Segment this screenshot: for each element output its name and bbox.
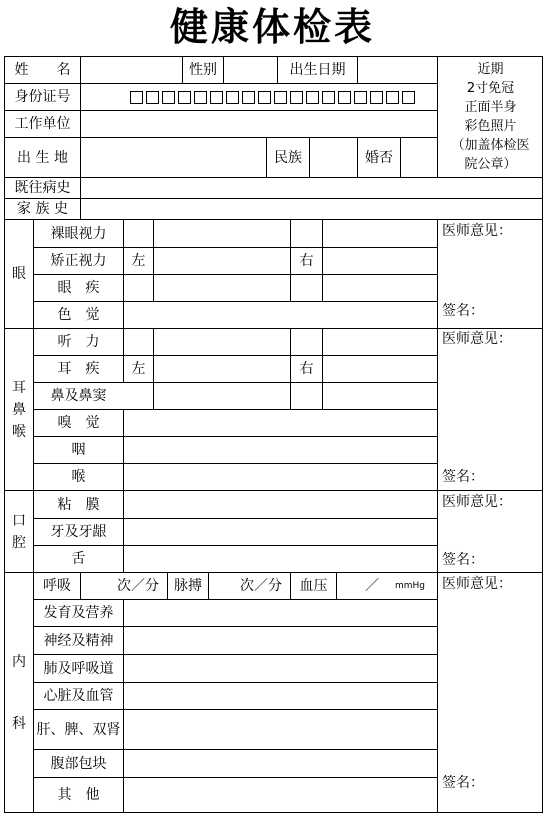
name-label: 姓 名 xyxy=(14,62,71,78)
exam-item-label: 色 觉 xyxy=(57,307,100,323)
breath-unit: 次／分 xyxy=(117,578,159,594)
signature-label: 签名： xyxy=(442,775,484,791)
pulse-unit: 次／分 xyxy=(240,578,282,594)
photo-line: （加盖体检医 xyxy=(451,138,530,153)
section-char: 鼻 xyxy=(12,401,26,418)
work-unit-field[interactable] xyxy=(81,111,437,137)
id-digit-box[interactable] xyxy=(338,91,351,104)
doctor-opinion-label: 医师意见： xyxy=(442,223,512,239)
photo-line: 近期 xyxy=(477,62,504,77)
page-title: 健康体检表 xyxy=(169,5,375,49)
photo-line: 2寸免冠 xyxy=(466,81,515,96)
photo-line: 彩色照片 xyxy=(464,119,517,134)
blood-pressure-separator: ／ xyxy=(365,578,379,594)
signature-label: 签名： xyxy=(442,552,484,568)
id-digit-box[interactable] xyxy=(242,91,255,104)
id-digit-box[interactable] xyxy=(226,91,239,104)
medical-history-field[interactable] xyxy=(81,178,542,198)
right-side-label: 右 xyxy=(299,252,314,269)
exam-item-label: 其 他 xyxy=(57,787,100,803)
exam-item-label: 腹部包块 xyxy=(50,755,107,772)
exam-item-label: 发育及营养 xyxy=(43,605,114,621)
doctor-opinion-label: 医师意见： xyxy=(442,494,512,510)
blood-pressure-label: 血压 xyxy=(299,578,328,594)
id-digit-box[interactable] xyxy=(370,91,383,104)
left-side-label: 左 xyxy=(131,361,146,377)
section-internal-label xyxy=(5,573,33,812)
work-unit-label: 工作单位 xyxy=(14,116,71,132)
left-side-label: 左 xyxy=(131,252,146,269)
id-digit-box[interactable] xyxy=(146,91,159,104)
name-field[interactable] xyxy=(81,57,182,83)
breath-label: 呼吸 xyxy=(43,578,71,594)
birth-date-label: 出生日期 xyxy=(289,62,346,78)
id-digit-box[interactable] xyxy=(306,91,319,104)
id-digit-box[interactable] xyxy=(162,91,175,104)
exam-item-label: 听 力 xyxy=(57,334,100,350)
doctor-opinion-label: 医师意见： xyxy=(442,576,512,592)
id-digit-box[interactable] xyxy=(386,91,399,104)
exam-item-label: 牙及牙龈 xyxy=(50,524,107,540)
section-char: 内 xyxy=(12,653,26,670)
id-number-label: 身份证号 xyxy=(14,89,71,105)
family-history-label: 家 族 史 xyxy=(17,201,68,217)
section-char: 口 xyxy=(12,512,26,529)
birthplace-label: 出 生 地 xyxy=(17,149,68,166)
exam-item-label: 矫正视力 xyxy=(50,253,107,269)
id-digit-box[interactable] xyxy=(258,91,271,104)
photo-line: 院公章） xyxy=(464,157,517,172)
id-digit-box[interactable] xyxy=(354,91,367,104)
signature-label: 签名： xyxy=(442,303,484,319)
exam-item-label: 肝、脾、双肾 xyxy=(36,721,121,738)
id-digit-box[interactable] xyxy=(130,91,143,104)
gender-label: 性别 xyxy=(189,62,217,78)
id-number-boxes[interactable] xyxy=(130,87,417,107)
section-eye-label: 眼 xyxy=(12,266,26,282)
section-char: 科 xyxy=(12,715,26,732)
id-digit-box[interactable] xyxy=(194,91,207,104)
exam-item-label: 咽 xyxy=(71,442,86,458)
ethnicity-label: 民族 xyxy=(274,149,302,166)
section-char: 腔 xyxy=(12,534,26,551)
marital-field[interactable] xyxy=(401,138,437,177)
photo-line: 正面半身 xyxy=(464,100,517,115)
ethnicity-field[interactable] xyxy=(310,138,357,177)
blood-pressure-unit: mmHg xyxy=(394,581,425,591)
exam-item-label: 耳 疾 xyxy=(57,361,100,377)
exam-item-label: 嗅 觉 xyxy=(57,415,100,431)
exam-item-label: 粘 膜 xyxy=(57,496,100,513)
exam-item-label: 肺及呼吸道 xyxy=(43,660,114,677)
id-digit-box[interactable] xyxy=(274,91,287,104)
id-digit-box[interactable] xyxy=(290,91,303,104)
photo-placeholder[interactable] xyxy=(438,57,543,177)
doctor-opinion-label: 医师意见： xyxy=(442,331,512,347)
id-digit-box[interactable] xyxy=(402,91,415,104)
id-digit-box[interactable] xyxy=(178,91,191,104)
exam-item-label: 神经及精神 xyxy=(43,632,114,649)
marital-label: 婚否 xyxy=(365,149,393,166)
gender-field[interactable] xyxy=(224,57,277,83)
section-char: 喉 xyxy=(12,423,26,440)
exam-item-label: 心脏及血管 xyxy=(43,688,114,704)
right-side-label: 右 xyxy=(299,361,314,377)
birthplace-field[interactable] xyxy=(81,138,266,177)
id-digit-box[interactable] xyxy=(322,91,335,104)
exam-item-label: 眼 疾 xyxy=(57,280,100,296)
exam-item-label: 喉 xyxy=(71,469,86,485)
medical-history-label: 既往病史 xyxy=(14,180,71,196)
pulse-label: 脉搏 xyxy=(174,578,202,594)
birth-date-field[interactable] xyxy=(358,57,437,83)
family-history-field[interactable] xyxy=(81,199,542,219)
section-char: 耳 xyxy=(12,379,26,396)
section-mouth-label xyxy=(5,491,33,572)
id-digit-box[interactable] xyxy=(210,91,223,104)
exam-item-label: 鼻及鼻窦 xyxy=(50,388,107,404)
signature-label: 签名： xyxy=(442,469,484,485)
section-ent-label xyxy=(5,329,33,490)
exam-item-label: 舌 xyxy=(71,551,86,567)
exam-item-label: 裸眼视力 xyxy=(50,225,107,242)
